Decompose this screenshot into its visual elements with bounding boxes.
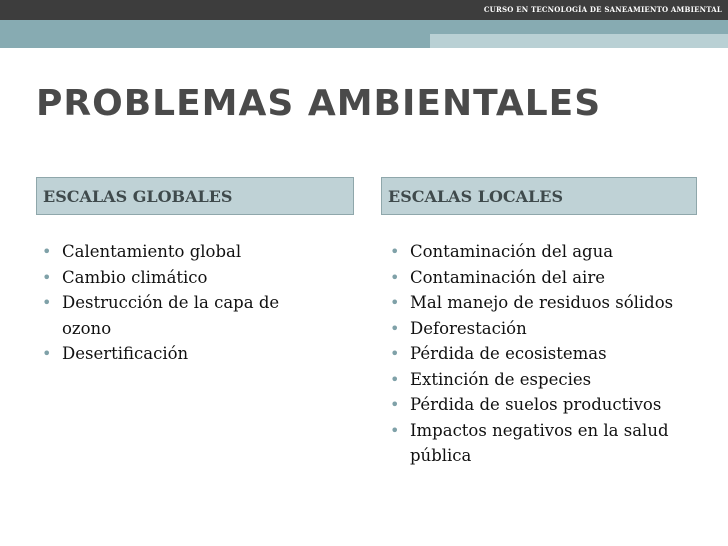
list-item [384,392,704,418]
list-item [384,418,704,469]
bullet-dot-icon: • [390,267,400,287]
list-item-text: Impactos negativos en la salud pública [410,420,669,465]
list-item-text: Pérdida de suelos productivos [410,395,662,414]
bullet-dot-icon: • [42,344,52,363]
global-problems-list [36,239,326,367]
list-item-text: Extinción de especies [410,369,592,389]
list-item [384,239,704,265]
list-item [384,265,704,291]
left-column-heading: ESCALAS GLOBALES [43,187,233,206]
teal-accent-block [430,34,728,48]
list-item [384,367,704,393]
bullet-dot-icon: • [390,344,400,363]
top-banner [0,0,728,20]
bullet-dot-icon: • [390,242,400,261]
list-item-text: Calentamiento global [62,242,242,261]
right-column-heading: ESCALAS LOCALES [388,187,564,206]
bullet-dot-icon: • [42,242,52,261]
bullet-dot-icon: • [390,395,400,414]
slide-title: PROBLEMAS AMBIENTALES [36,83,602,124]
bullet-dot-icon: • [390,293,400,312]
list-item-text: Pérdida de ecosistemas [410,344,607,363]
list-item-text: Contaminación del aire [410,267,605,287]
bullet-dot-icon: • [390,369,400,389]
list-item-text: Desertificación [62,344,189,363]
list-item-text: Mal manejo de residuos sólidos [410,293,674,312]
right-column-header [381,177,697,215]
list-item [36,239,326,265]
list-item-text: Destrucción de la capa de ozono [62,293,280,338]
list-item [36,265,326,291]
list-item [384,290,704,316]
list-item-text: Deforestación [410,318,527,338]
list-item [384,341,704,367]
list-item-text: Contaminación del agua [410,242,614,261]
bullet-dot-icon: • [42,267,52,287]
list-item [36,341,326,367]
list-item [384,316,704,342]
bullet-dot-icon: • [390,318,400,338]
bullet-dot-icon: • [390,420,400,440]
bullet-dot-icon: • [42,293,52,312]
left-column-header [36,177,354,215]
local-problems-list [384,239,704,469]
list-item [36,290,326,341]
course-title: CURSO EN TECNOLOGÍA DE SANEAMIENTO AMBIENTAL [483,5,722,14]
list-item-text: Cambio climático [62,267,208,287]
